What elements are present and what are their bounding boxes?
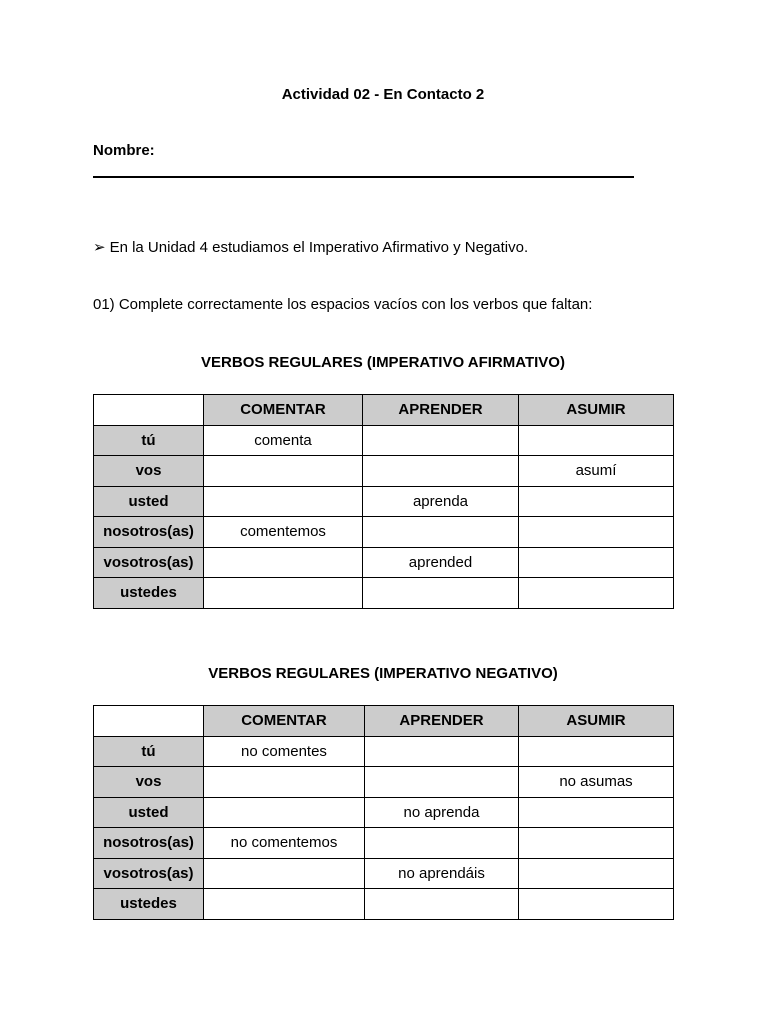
table-cell[interactable]: aprended (363, 547, 519, 578)
table-cell[interactable] (204, 547, 363, 578)
table-row (94, 425, 674, 456)
table-row (94, 486, 674, 517)
table-cell[interactable] (363, 456, 519, 487)
row-header-pronoun: usted (94, 486, 204, 517)
table-cell[interactable] (519, 797, 674, 828)
column-header-comentar: COMENTAR (204, 395, 363, 426)
table-cell[interactable] (363, 578, 519, 609)
row-header-pronoun: ustedes (94, 889, 204, 920)
row-header-pronoun: tú (94, 736, 204, 767)
table-cell[interactable]: comentemos (204, 517, 363, 548)
table-cell[interactable]: asumí (519, 456, 674, 487)
table-cell[interactable]: no asumas (519, 767, 674, 798)
name-blank-line[interactable] (93, 176, 634, 178)
table-imperative-affirmative (93, 394, 674, 609)
table-cell[interactable] (519, 425, 674, 456)
table-row (94, 578, 674, 609)
table-heading-affirmative: VERBOS REGULARES (IMPERATIVO AFIRMATIVO) (201, 354, 565, 371)
table-header-row (94, 395, 674, 426)
table-cell[interactable] (204, 578, 363, 609)
intro-paragraph (93, 238, 528, 256)
table-cell[interactable] (519, 578, 674, 609)
row-header-pronoun: vosotros(as) (94, 547, 204, 578)
row-header-pronoun: usted (94, 797, 204, 828)
table-row (94, 797, 674, 828)
arrow-bullet-icon: ➢ (93, 239, 106, 256)
table-cell[interactable]: no aprenda (365, 797, 519, 828)
table-cell[interactable] (363, 425, 519, 456)
table-cell[interactable] (519, 889, 674, 920)
name-label: Nombre: (93, 142, 155, 159)
table-corner-cell (94, 395, 204, 426)
table-cell[interactable] (204, 889, 365, 920)
table-cell[interactable] (519, 517, 674, 548)
column-header-aprender: APRENDER (363, 395, 519, 426)
table-row (94, 517, 674, 548)
table-row (94, 889, 674, 920)
table-row (94, 547, 674, 578)
row-header-pronoun: tú (94, 425, 204, 456)
table-cell[interactable] (204, 486, 363, 517)
table-cell[interactable] (365, 736, 519, 767)
table-cell[interactable] (204, 858, 365, 889)
table-cell[interactable]: no comentes (204, 736, 365, 767)
row-header-pronoun: nosotros(as) (94, 517, 204, 548)
table-cell[interactable] (519, 547, 674, 578)
table-row (94, 736, 674, 767)
table-cell[interactable]: no comentemos (204, 828, 365, 859)
table-cell[interactable] (363, 517, 519, 548)
table-corner-cell (94, 706, 204, 737)
table-cell[interactable] (519, 486, 674, 517)
row-header-pronoun: vos (94, 456, 204, 487)
row-header-pronoun: vosotros(as) (94, 858, 204, 889)
table-cell[interactable] (204, 797, 365, 828)
row-header-pronoun: vos (94, 767, 204, 798)
table-row (94, 456, 674, 487)
table-header-row (94, 706, 674, 737)
table-cell[interactable] (365, 828, 519, 859)
table-cell[interactable] (519, 858, 674, 889)
instruction-text: 01) Complete correctamente los espacios vacíos con los verbos que faltan: (93, 296, 593, 313)
table-cell[interactable] (365, 767, 519, 798)
column-header-asumir: ASUMIR (519, 395, 674, 426)
table-cell[interactable]: no aprendáis (365, 858, 519, 889)
table-cell[interactable] (519, 828, 674, 859)
table-row (94, 828, 674, 859)
intro-text: En la Unidad 4 estudiamos el Imperativo Afirmativo y Negativo. (109, 239, 529, 256)
table-row (94, 858, 674, 889)
table-cell[interactable]: aprenda (363, 486, 519, 517)
table-row (94, 767, 674, 798)
table-imperative-negative (93, 705, 674, 920)
table-cell[interactable] (365, 889, 519, 920)
column-header-aprender: APRENDER (365, 706, 519, 737)
page-title: Actividad 02 - En Contacto 2 (281, 86, 485, 103)
column-header-asumir: ASUMIR (519, 706, 674, 737)
row-header-pronoun: nosotros(as) (94, 828, 204, 859)
table-cell[interactable] (519, 736, 674, 767)
row-header-pronoun: ustedes (94, 578, 204, 609)
table-cell[interactable]: comenta (204, 425, 363, 456)
table-cell[interactable] (204, 456, 363, 487)
column-header-comentar: COMENTAR (204, 706, 365, 737)
table-heading-negative: VERBOS REGULARES (IMPERATIVO NEGATIVO) (208, 665, 558, 682)
table-cell[interactable] (204, 767, 365, 798)
